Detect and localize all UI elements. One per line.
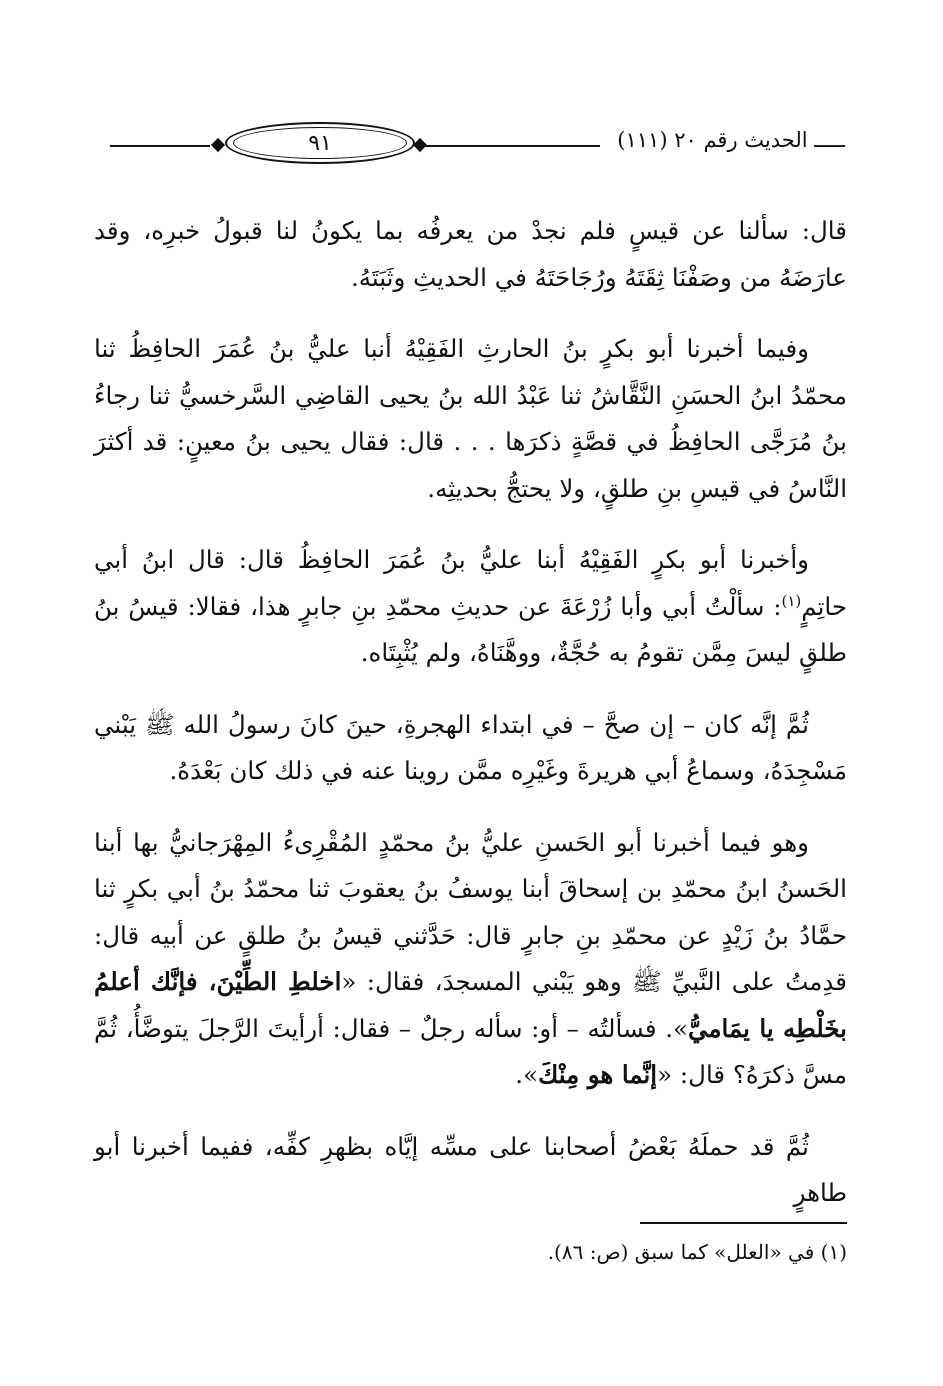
paragraph-text: وهو فيما أخبرنا أبو الحَسنِ عليُّ بنُ محمّدٍ المُقْرِىءُ المِهْرَجانيُّ بها أبنا الحَسنُ ابنُ محمّدِ بن إسحاقَ أبنا يوسفُ بنُ يعقوبَ ثنا محمّدُ بنُ أبي بكرٍ ثنا حمَّادُ بنُ زَيْدٍ عن محمّدِ بنِ جابرٍ قال: حَدَّثني قيسُ بنُ طلقٍ عن أبيه قال: قدِمتُ على النَّبيِّ ﷺ وهو يَبْني المسجدَ، فقال: « xyxy=(94,827,847,996)
paragraph-text: ». فسألتُه – أو: سأله رجلٌ – فقال: أرأيتَ الرَّجلَ يتوضَّأُ، ثُمَّ مسَّ ذكرَهُ؟ قال: « xyxy=(94,1013,847,1089)
page-header xyxy=(110,118,845,168)
footnote: (١) في «العلل» كما سبق (ص: ٨٦). xyxy=(547,1240,847,1264)
paragraph-text: : سألْتُ أبي وأبا زُرْعَةَ عن حديثِ محمّدِ بنِ جابرٍ هذا، فقالا: قيسُ بنُ طلقٍ ليسَ مِمَّن تقومُ به حُجَّةٌ، ووهَّنَاهُ، ولم يُثْبِتَاه. xyxy=(94,591,847,667)
main-text xyxy=(94,208,847,1242)
hadith-quote: اخلطِ الطِّيْنَ، فإنَّك أعلمُ بخَلْطِه يا يمَاميُّ xyxy=(94,967,848,1043)
page-number: ٩١ xyxy=(308,130,332,156)
header-rule-right xyxy=(420,145,600,147)
paragraph-text: وفيما أخبرنا أبو بكرٍ بنُ الحارثِ الفَقِيْهُ أنبا عليُّ بنُ عُمَرَ الحافِظُ ثنا محمّدُ ابنُ الحسَنِ النَّقَّاشُ ثنا عَبْدُ الله بنُ يحيى القاضِي السَّرخسيُّ ثنا رجاءُ بنُ مُرَجَّى الحافِظُ في قصَّةٍ ذكرَها . . . قال: فقال يحيى بنُ معينٍ: قد أكثرَ النَّاسُ في قيسِ بنِ طلقٍ، ولا يحتجُّ بحديثِه. xyxy=(94,334,847,503)
paragraph-text: ». xyxy=(515,1060,539,1089)
paragraph-text: قال: سألنا عن قيسٍ فلم نجدْ من يعرفُه بما يكونُ لنا قبولُ خبرِه، وقد عارَضَهُ من وصَفْنَا ثِقَتَهُ ورُجَاحَتَهُ في الحديثِ وثَبَتَهُ. xyxy=(94,216,847,292)
header-rule-left xyxy=(110,145,210,147)
paragraph-text: وأخبرنا أبو بكرٍ الفَقِيْهُ أبنا عليُّ بنُ عُمَرَ الحافِظُ قال: قال ابنُ أبي حاتِمٍ xyxy=(94,545,847,621)
running-title: ـــــ الحديث رقم ٢٠ (١١١) xyxy=(611,128,845,152)
paragraph xyxy=(94,1124,847,1217)
paragraph xyxy=(94,820,847,1099)
footnote-ref[interactable]: (١) xyxy=(781,591,802,610)
paragraph xyxy=(94,702,847,795)
paragraph xyxy=(94,208,847,301)
footnote-rule xyxy=(640,1222,847,1224)
hadith-quote: إنَّما هو مِنْكَ xyxy=(538,1060,658,1089)
diamond-ornament-icon xyxy=(413,138,427,152)
page-number-badge xyxy=(225,122,415,164)
paragraph-text: ثُمَّ إنَّه كان – إن صحَّ – في ابتداء الهجرةِ، حينَ كانَ رسولُ الله ﷺ يَبْني مَسْجِدَهُ، وسماعُ أبي هريرةَ وغَيْرِه ممَّن روينا عنه في ذلك كان بَعْدَهُ. xyxy=(94,709,847,785)
paragraph xyxy=(94,537,847,677)
diamond-ornament-icon xyxy=(211,138,225,152)
paragraph-text: ثُمَّ قد حملَهُ بَعْضُ أصحابنا على مسِّه إيَّاه بظهرِ كفِّه، ففيما أخبرنا أبو طاهرٍ xyxy=(94,1131,847,1207)
paragraph xyxy=(94,326,847,512)
